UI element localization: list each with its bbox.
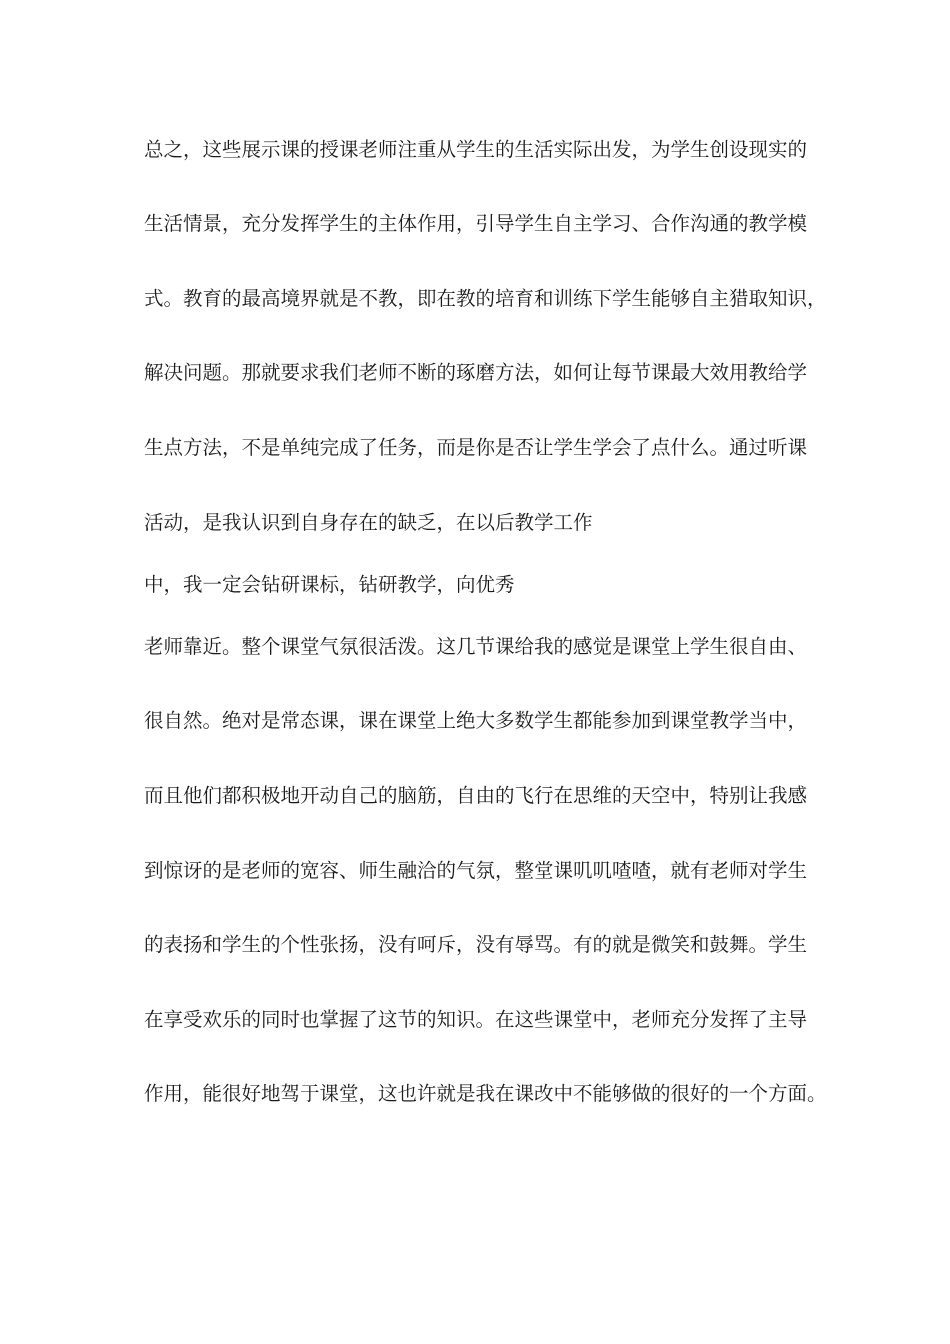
text-line: 在享受欢乐的同时也掌握了这节的知识。在这些课堂中，老师充分发挥了主导 (144, 1008, 808, 1031)
text-line: 活动，是我认识到自身存在的缺乏，在以后教学工作 (144, 511, 593, 534)
text-line: 老师靠近。整个课堂气氛很活泼。这几节课给我的感觉是课堂上学生很自由、 (144, 635, 808, 658)
text-line: 到惊讶的是老师的宽容、师生融洽的气氛，整堂课叽叽喳喳，就有老师对学生 (144, 859, 808, 882)
text-line: 的表扬和学生的个性张扬，没有呵斥，没有辱骂。有的就是微笑和鼓舞。学生 (144, 933, 808, 956)
text-line: 中，我一定会钻研课标，钻研教学，向优秀 (144, 573, 515, 596)
text-line: 式。教育的最高境界就是不教，即在教的培育和训练下学生能够自主猎取知识， (144, 287, 827, 310)
text-line: 解决问题。那就要求我们老师不断的琢磨方法，如何让每节课最大效用教给学 (144, 361, 808, 384)
text-line: 生活情景，充分发挥学生的主体作用，引导学生自主学习、合作沟通的教学模 (144, 212, 808, 235)
text-line: 很自然。绝对是常态课，课在课堂上绝大多数学生都能参加到课堂教学当中， (144, 709, 808, 732)
text-line: 而且他们都积极地开动自己的脑筋，自由的飞行在思维的天空中，特别让我感 (144, 784, 808, 807)
text-line: 作用，能很好地驾于课堂，这也许就是我在课改中不能够做的很好的一个方面。 (144, 1082, 827, 1105)
text-line: 总之，这些展示课的授课老师注重从学生的生活实际出发，为学生创设现实的 (144, 138, 808, 161)
text-line: 生点方法，不是单纯完成了任务，而是你是否让学生学会了点什么。通过听课 (144, 436, 808, 459)
